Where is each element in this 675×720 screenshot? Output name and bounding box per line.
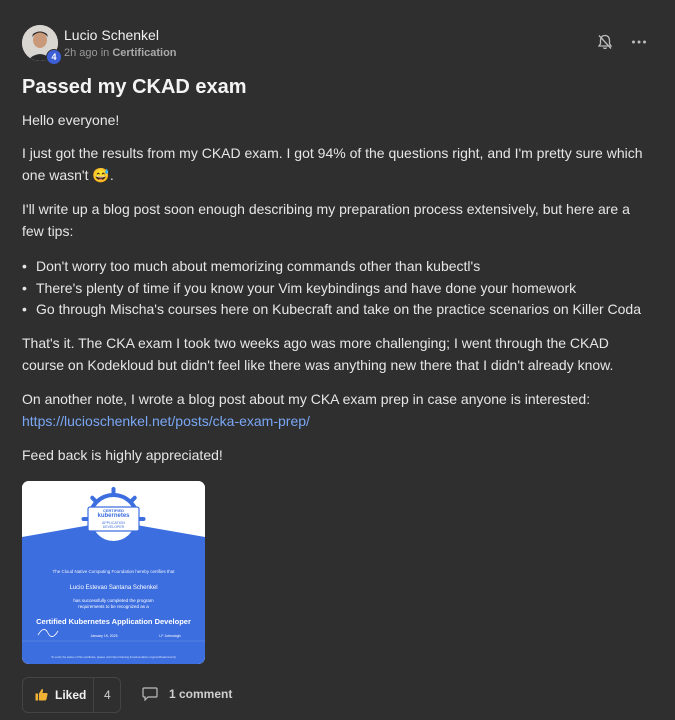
like-label: Liked: [55, 688, 87, 702]
comment-label: 1 comment: [169, 687, 233, 701]
bell-off-icon[interactable]: [596, 33, 614, 51]
certificate-title: Certified Kubernetes Application Developer: [36, 617, 191, 626]
post-header: [22, 25, 652, 61]
paragraph-results: I just got the results from my CKAD exam. I got 94% of the questions right, and I'm pretty sure which one wasn't 😅.: [22, 145, 643, 183]
kubernetes-helm-icon: [84, 489, 144, 549]
certificate-name: Lucio Estevao Santana Schenkel: [69, 585, 158, 591]
badge-line3: APPLICATION: [102, 521, 125, 525]
certificate-completed: has successfully completed the program requirements to be recognized as a: [73, 598, 154, 609]
post-actions: [22, 677, 652, 713]
comment-icon: [142, 687, 158, 701]
more-options-icon[interactable]: [630, 33, 648, 51]
certificate-footer: To verify the status of this certificate, please visit https://training.linuxfoundation.org/certification/verify: [51, 655, 176, 659]
thumbs-up-icon: [35, 688, 48, 701]
blog-text: On another note, I wrote a blog post about my CKA exam prep in case anyone is interested:: [22, 391, 591, 407]
tips-list: [22, 256, 650, 321]
post-title: Passed my CKAD exam: [22, 76, 247, 98]
paragraph-cka: That's it. The CKA exam I took two weeks ago was more challenging; I went through the CKAD course on Kodekloud but didn't feel like there was anything new there that I didn't already know.: [22, 335, 614, 373]
like-count[interactable]: 4: [104, 688, 111, 702]
certificate-image[interactable]: [22, 481, 205, 664]
list-item: • Go through Mischa's courses here on Kubecraft and take on the practice scenarios on Killer Coda: [22, 299, 650, 321]
post-time: 2h ago: [64, 47, 98, 59]
post-category[interactable]: Certification: [112, 47, 177, 59]
list-item: • There's plenty of time if you know your Vim keybindings and have done your homework: [22, 278, 650, 300]
in-label: in: [100, 47, 110, 59]
blog-link[interactable]: https://lucioschenkel.net/posts/cka-exam-prep/: [22, 412, 310, 429]
list-item: • Don't worry too much about memorizing commands other than kubectl's: [22, 256, 650, 278]
like-button[interactable]: [22, 677, 121, 713]
paragraph-blog: [22, 389, 650, 432]
user-level-badge: 4: [46, 49, 62, 65]
badge-line4: DEVELOPER: [102, 525, 125, 529]
comment-button[interactable]: [142, 677, 262, 711]
certificate-intro: The Cloud Native Computing Foundation hereby certifies that: [52, 569, 175, 574]
certificate-date: January 19, 2025: [90, 634, 118, 638]
like-divider: [93, 678, 94, 712]
certificate-issuer: LF Jutmoiagh: [159, 634, 181, 638]
badge-line1: CERTIFIED: [102, 508, 125, 513]
badge-line2: kubernetes: [97, 513, 130, 519]
greeting-text: Hello everyone!: [22, 112, 120, 128]
closing-text: Feed back is highly appreciated!: [22, 447, 223, 463]
post-meta: [64, 47, 177, 59]
author-name[interactable]: Lucio Schenkel: [64, 27, 159, 43]
paragraph-tips-intro: I'll write up a blog post soon enough describing my preparation process extensively, but here are a few tips:: [22, 201, 630, 239]
